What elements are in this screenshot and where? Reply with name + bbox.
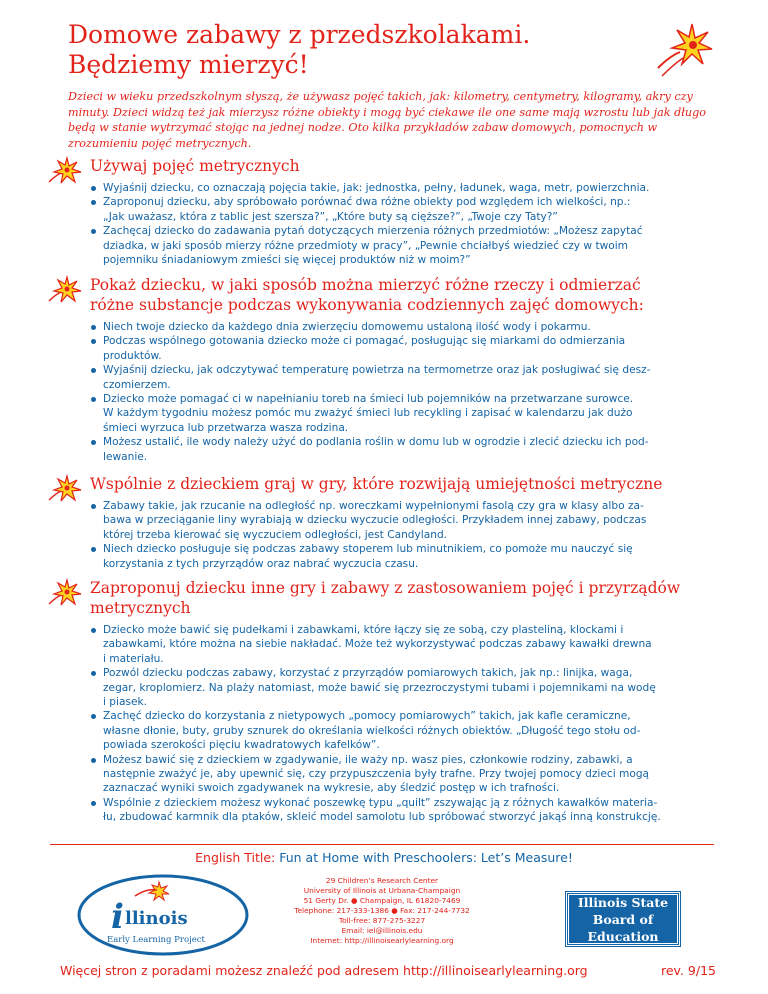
list-item-line: lewanie. xyxy=(103,450,148,463)
list-item xyxy=(90,392,717,435)
address-line: Telephone: 217-333-1386 ● Fax: 217-244-7732 xyxy=(294,906,470,915)
section-title xyxy=(90,578,717,618)
isbe-logo xyxy=(566,892,680,946)
divider xyxy=(50,844,714,845)
list-item-line: zabawkami, które można na siebie nakładać. Może też wykorzystywać podczas zabawy kawałki drewna xyxy=(103,638,652,651)
star-bullet-icon xyxy=(47,474,83,504)
title-line: Będziemy mierzyć! xyxy=(68,50,309,79)
section-title-line: Wspólnie z dzieckiem graj w gry, które rozwijają umiejętności metryczne xyxy=(90,475,663,493)
list-item-line: Zabawy takie, jak rzucanie na odległość np. woreczkami wypełnionymi fasolą czy gra w klasy albo za- xyxy=(103,500,644,512)
section-title-line: różne substancje podczas wykonywania codziennych zajęć domowych: xyxy=(90,296,644,314)
isbe-line: Board of Education xyxy=(587,911,659,944)
list-item xyxy=(90,796,717,825)
list-item-line: korzystania z tych przyrządów oraz nabrać wyczucia czasu. xyxy=(103,557,419,570)
english-title xyxy=(0,850,768,865)
list-item xyxy=(90,334,717,363)
list-item xyxy=(90,623,717,666)
list-item-line: następnie zważyć je, aby upewnić się, czy przypuszczenia były trafne. Przy twojej pomocy dzieci mogą xyxy=(103,768,650,781)
section-metric-games xyxy=(47,474,717,571)
list-item-line: produktów. xyxy=(103,349,162,362)
list-item-line: śmieci wyrzuca lub przetwarza wasza rodzina. xyxy=(103,421,349,434)
section-title xyxy=(90,474,717,494)
list-item-line: dziadka, w jaki sposób mierzy różne przedmioty w pracy”, „Pewnie chciałbyś wiedzieć czy w twoim xyxy=(103,239,629,252)
list-item-line: Dziecko może pomagać ci w napełnianiu toreb na śmieci lub pojemników na przetwarzane surowce. xyxy=(103,393,634,406)
address-line: Toll-free: 877-275-3227 xyxy=(338,916,426,925)
section-show-measuring xyxy=(47,275,717,464)
list-item-line: której trzeba kierować się wyczuciem odległości, jest Candyland. xyxy=(103,528,448,541)
english-title-label: English Title: xyxy=(195,850,276,865)
section-title xyxy=(90,275,717,315)
address-line: 51 Gerty Dr. ● Champaign, IL 61820-7469 xyxy=(303,896,461,905)
list-item-line: łu, zbudować karmnik dla ptaków, skleić model samolotu lub spróbować stworzyć jakąś inną konstrukcję. xyxy=(103,811,661,824)
star-bullet-icon xyxy=(47,156,83,186)
list-item xyxy=(90,224,717,267)
bullet-list xyxy=(47,623,717,825)
list-item xyxy=(90,753,717,796)
list-item-line: pojemniku śniadaniowym zmieści się więcej produktów niż w moim?” xyxy=(103,254,471,267)
list-item-line: Możesz ustalić, ile wody należy użyć do podlania roślin w domu lub w ogrodzie i zlecić dziecku ich pod- xyxy=(103,436,649,449)
list-item-line: Dziecko może bawić się pudełkami i zabawkami, które łączy się ze sobą, czy plasteliną, klockami i xyxy=(103,624,624,636)
section-title-line: Zaproponuj dziecku inne gry i zabawy z zastosowaniem pojęć i przyrządów xyxy=(90,579,681,597)
section-title-line: Używaj pojęć metrycznych xyxy=(90,157,300,175)
list-item xyxy=(90,542,717,571)
logo-wordmark: llinois xyxy=(125,908,188,929)
list-item-line: własne dłonie, buty, gruby sznurek do określania wielkości różnych obiektów. „Długość tego stołu od- xyxy=(103,724,641,737)
list-item-line: zegar, kroplomierz. Na plaży natomiast, może bawić się przezroczystymi tubami i pojemnikami na wodę xyxy=(103,681,656,694)
list-item-line: Zachęcaj dziecko do zadawania pytań dotyczących mierzenia różnych przedmiotów: „Możesz zapytać xyxy=(103,225,643,238)
bullet-list xyxy=(47,499,717,571)
list-item-line: zaznaczać wyniki swoich zgadywanek na wykresie, aby śledzić postęp w ich trafności. xyxy=(103,782,560,795)
list-item-line: Zaproponuj dziecku, aby spróbowało porównać dwa różne obiekty pod względem ich wielkości, np.: xyxy=(103,196,631,209)
footer-text: Więcej stron z poradami możesz znaleźć pod adresem http://illinoisearlylearning.org xyxy=(60,963,588,978)
list-item xyxy=(90,320,717,334)
section-title xyxy=(90,156,717,176)
section-metric-terms xyxy=(47,156,717,267)
english-title-value: Fun at Home with Preschoolers: Let’s Measure! xyxy=(279,850,573,865)
list-item-line: Pozwól dziecku podczas zabawy, korzystać z przyrządów pomiarowych takich, jak np.: linijka, waga, xyxy=(103,667,633,680)
list-item-line: Zachęć dziecko do korzystania z nietypowych „pomocy pomiarowych” takich, jak kafle ceramiczne, xyxy=(103,710,631,723)
list-item-line: Niech twoje dziecko da każdego dnia zwierzęciu domowemu ustaloną ilość wody i pokarmu. xyxy=(103,321,591,333)
logo-subtitle: Early Learning Project xyxy=(107,935,205,945)
section-title-line: Pokaż dziecku, w jaki sposób można mierzyć różne rzeczy i odmierzać xyxy=(90,276,641,294)
star-bullet-icon xyxy=(47,275,83,305)
list-item xyxy=(90,709,717,752)
isbe-line: Illinois State xyxy=(577,894,669,910)
intro-paragraph: Dzieci w wieku przedszkolnym słyszą, że używasz pojęć takich, jak: kilometry, centymetry, kilogramy, akry czy minuty. Dzieci widzą też jak mierzysz różne obiekty i mogą być ciekawe ile one same mają wzrostu lub jak długo będą w stanie wytrzymać stojąc na jednej nodze. Oto kilka przykładów zabaw domowych, pomocnych w zrozumieniu pojęć metrycznych. xyxy=(68,90,707,150)
list-item-line: i piasek. xyxy=(103,696,148,709)
list-item-line: Możesz bawić się z dzieckiem w zgadywanie, ile waży np. wasz pies, członkowie rodziny, zabawki, a xyxy=(103,753,633,766)
list-item xyxy=(90,363,717,392)
title-line: Domowe zabawy z przedszkolakami. xyxy=(68,20,531,49)
list-item-line: Wyjaśnij dziecku, co oznaczają pojęcia takie, jak: jednostka, pełny, ładunek, waga, metr, powierzchnia. xyxy=(103,182,650,194)
address-line: 29 Children’s Research Center xyxy=(325,876,439,885)
address-line: University of Illinois at Urbana-Champaign xyxy=(303,886,461,895)
list-item xyxy=(90,499,717,542)
list-item-line: „Jak uważasz, która z tablic jest szersza?”, „Które buty są cięższe?”, „Twoje czy Taty?” xyxy=(103,210,558,223)
star-burst-icon xyxy=(650,18,716,80)
list-item-line: W każdym tygodniu możesz pomóc mu zważyć śmieci lub recykling i zapisać w kalendarzu jak dużo xyxy=(103,407,633,420)
section-other-games xyxy=(47,578,717,825)
address-block xyxy=(262,876,502,946)
star-bullet-icon xyxy=(47,578,83,608)
list-item-line: bawa w przeciąganie liny wyrabiają w dziecku wyczucie odległości. Przykładem innej zabawy, podczas xyxy=(103,514,647,527)
list-item-line: i materiału. xyxy=(103,652,164,665)
list-item-line: powiada szerokości pięciu kwadratowych kafelków”. xyxy=(103,739,380,752)
list-item-line: czomierzem. xyxy=(103,378,171,391)
section-title-line: metrycznych xyxy=(90,599,191,617)
revision-label: rev. 9/15 xyxy=(661,963,716,978)
list-item-line: Wyjaśnij dziecku, jak odczytywać temperaturę powietrza na termometrze oraz jak posługiwać się desz- xyxy=(103,364,651,377)
illinois-early-learning-logo xyxy=(77,874,249,956)
list-item-line: Niech dziecko posługuje się podczas zabawy stoperem lub minutnikiem, co pomoże mu nauczyć się xyxy=(103,543,633,556)
list-item xyxy=(90,181,717,195)
list-item-line: Wspólnie z dzieckiem możesz wykonać poszewkę typu „quilt” zszywając ją z różnych kawałków materia- xyxy=(103,796,658,809)
bullet-list xyxy=(47,320,717,464)
list-item-line: Podczas wspólnego gotowania dziecko może ci pomagać, posługując się miarkami do odmierzania xyxy=(103,335,626,348)
list-item xyxy=(90,195,717,224)
list-item xyxy=(90,666,717,709)
list-item xyxy=(90,435,717,464)
address-line: Email: iel@illinois.edu xyxy=(341,926,423,935)
svg-text:i: i xyxy=(111,897,124,937)
bullet-list xyxy=(47,181,717,267)
address-line: Internet: http://illinoisearlylearning.org xyxy=(310,936,454,945)
page-title xyxy=(68,20,588,80)
